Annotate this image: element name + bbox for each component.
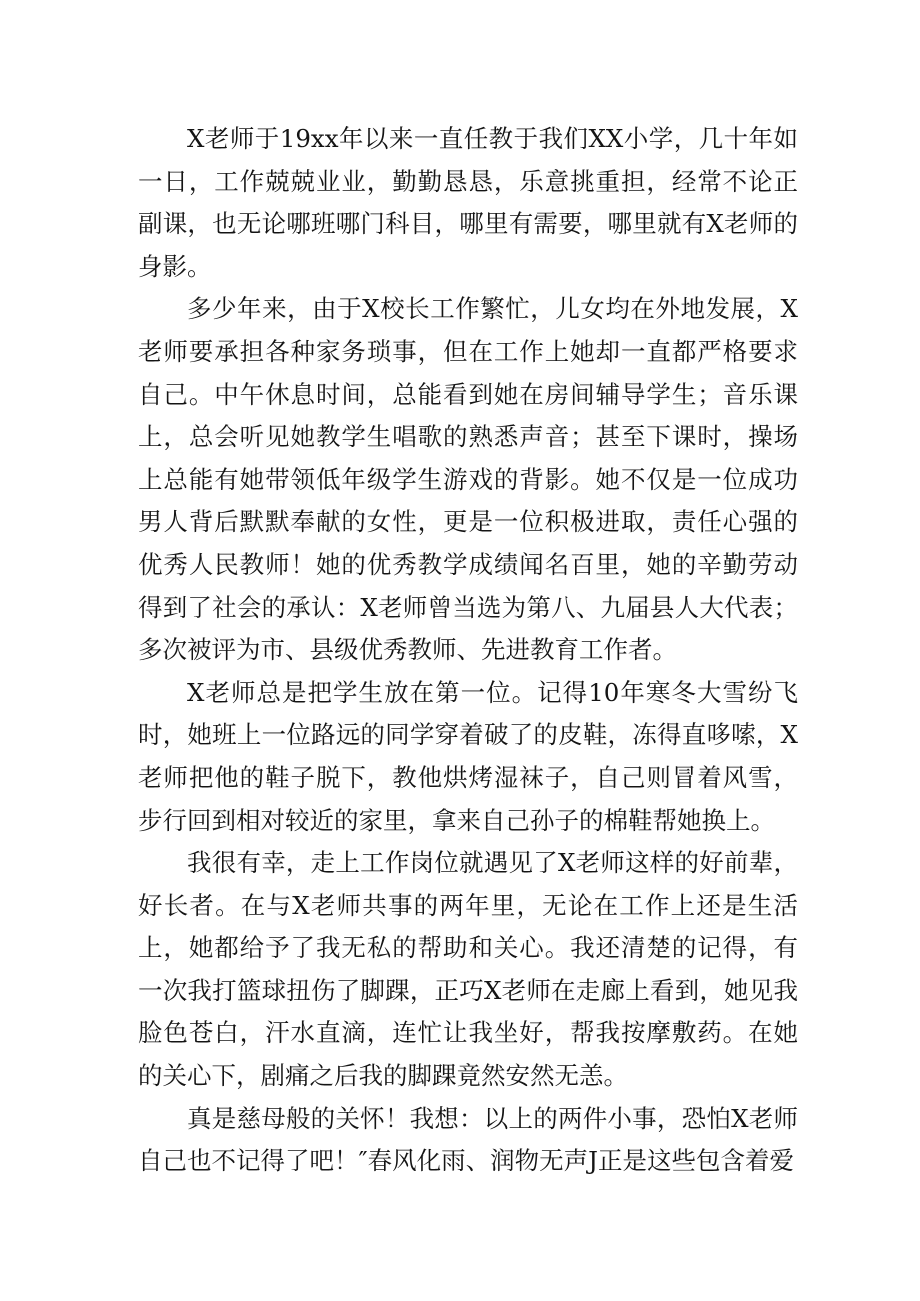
paragraph-1: X老师于19xx年以来一直任教于我们XX小学，几十年如一日，工作兢兢业业，勤勤恳恳，乐意挑重担，经常不论正副课，也无论哪班哪门科目，哪里有需要，哪里就有X老师的身影。: [138, 124, 798, 281]
document-body: [138, 118, 798, 1183]
paragraph-3: X老师总是把学生放在第一位。记得10年寒冬大雪纷飞时，她班上一位路远的同学穿着破了的皮鞋，冻得直哆嗦，X老师把他的鞋子脱下，教他烘烤湿袜子，自己则冒着风雪，步行回到相对较近的家里，拿来自己孙子的棉鞋帮她换上。: [138, 677, 798, 835]
paragraph-4: 我很有幸，走上工作岗位就遇见了X老师这样的好前辈，好长者。在与X老师共事的两年里，无论在工作上还是生活上，她都给予了我无私的帮助和关心。我还清楚的记得，有一次我打篮球扭伤了脚踝，正巧X老师在走廊上看到，她见我脸色苍白，汗水直滴，连忙让我坐好，帮我按摩敷药。在她的关心下，剧痛之后我的脚踝竟然安然无恙。: [138, 848, 798, 1091]
paragraph-2: 多少年来，由于X校长工作繁忙，儿女均在外地发展，X老师要承担各种家务琐事，但在工作上她却一直都严格要求自己。中午休息时间，总能看到她在房间辅导学生；音乐课上，总会听见她教学生唱歌的熟悉声音；甚至下课时，操场上总能有她带领低年级学生游戏的背影。她不仅是一位成功男人背后默默奉献的女性，更是一位积极进取，责任心强的优秀人民教师！她的优秀教学成绩闻名百里，她的辛勤劳动得到了社会的承认：X老师曾当选为第八、九届县人大代表；多次被评为市、县级优秀教师、先进教育工作者。: [138, 294, 798, 665]
paragraph-5: 真是慈母般的关怀！我想：以上的两件小事，恐怕X老师自己也不记得了吧！″春风化雨、润物无声J正是这些包含着爱: [138, 1103, 798, 1176]
